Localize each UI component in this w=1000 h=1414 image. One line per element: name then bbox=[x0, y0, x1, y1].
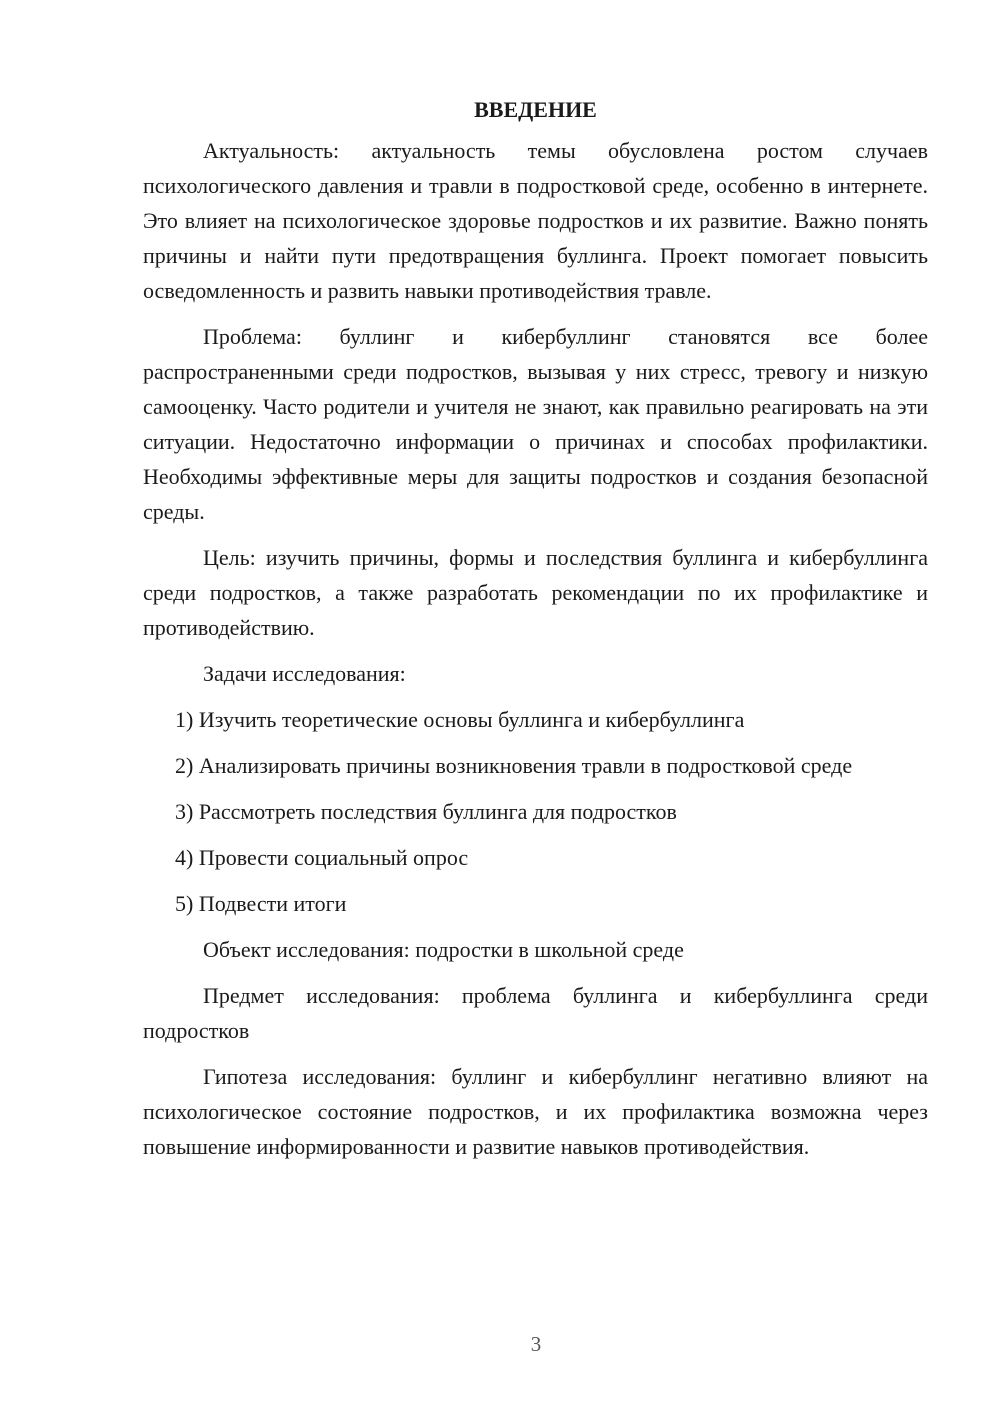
list-item: 3) Рассмотреть последствия буллинга для подростков bbox=[175, 799, 677, 824]
page-number: 3 bbox=[530, 1332, 542, 1356]
tasks-list bbox=[143, 702, 928, 921]
paragraph-relevance: Актуальность: актуальность темы обусловлена ростом случаев психологического давления и травли в подростковой среде, особенно в интернете. Это влияет на психологическое здоровье подростков и их развитие. Важно понять причины и найти пути предотвращения буллинга. Проект помогает повысить осведомленность и развить навыки противодействия травле. bbox=[143, 138, 928, 303]
list-item: 5) Подвести итоги bbox=[175, 891, 347, 916]
paragraph-goal: Цель: изучить причины, формы и последствия буллинга и кибербуллинга среди подростков, а также разработать рекомендации по их профилактике и противодействию. bbox=[143, 545, 928, 640]
paragraph-object: Объект исследования: подростки в школьной среде bbox=[203, 937, 684, 962]
section-title: ВВЕДЕНИЕ bbox=[474, 97, 597, 122]
list-item: 4) Провести социальный опрос bbox=[175, 845, 469, 870]
paragraph-problem: Проблема: буллинг и кибербуллинг становятся все более распространенными среди подростков, вызывая у них стресс, тревогу и низкую самооценку. Часто родители и учителя не знают, как правильно реагировать на эти ситуации. Недостаточно информации о причинах и способах профилактики. Необходимы эффективные меры для защиты подростков и создания безопасной среды. bbox=[143, 324, 928, 524]
document-body bbox=[143, 92, 928, 1175]
paragraph-hypothesis: Гипотеза исследования: буллинг и кибербуллинг негативно влияют на психологическое состояние подростков, и их профилактика возможна через повышение информированности и развитие навыков противодействия. bbox=[143, 1064, 928, 1159]
paragraph-subject: Предмет исследования: проблема буллинга и кибербуллинга среди подростков bbox=[143, 983, 928, 1043]
tasks-heading: Задачи исследования: bbox=[203, 661, 406, 686]
list-item: 2) Анализировать причины возникновения травли в подростковой среде bbox=[175, 753, 853, 778]
list-item: 1) Изучить теоретические основы буллинга и кибербуллинга bbox=[175, 707, 745, 732]
